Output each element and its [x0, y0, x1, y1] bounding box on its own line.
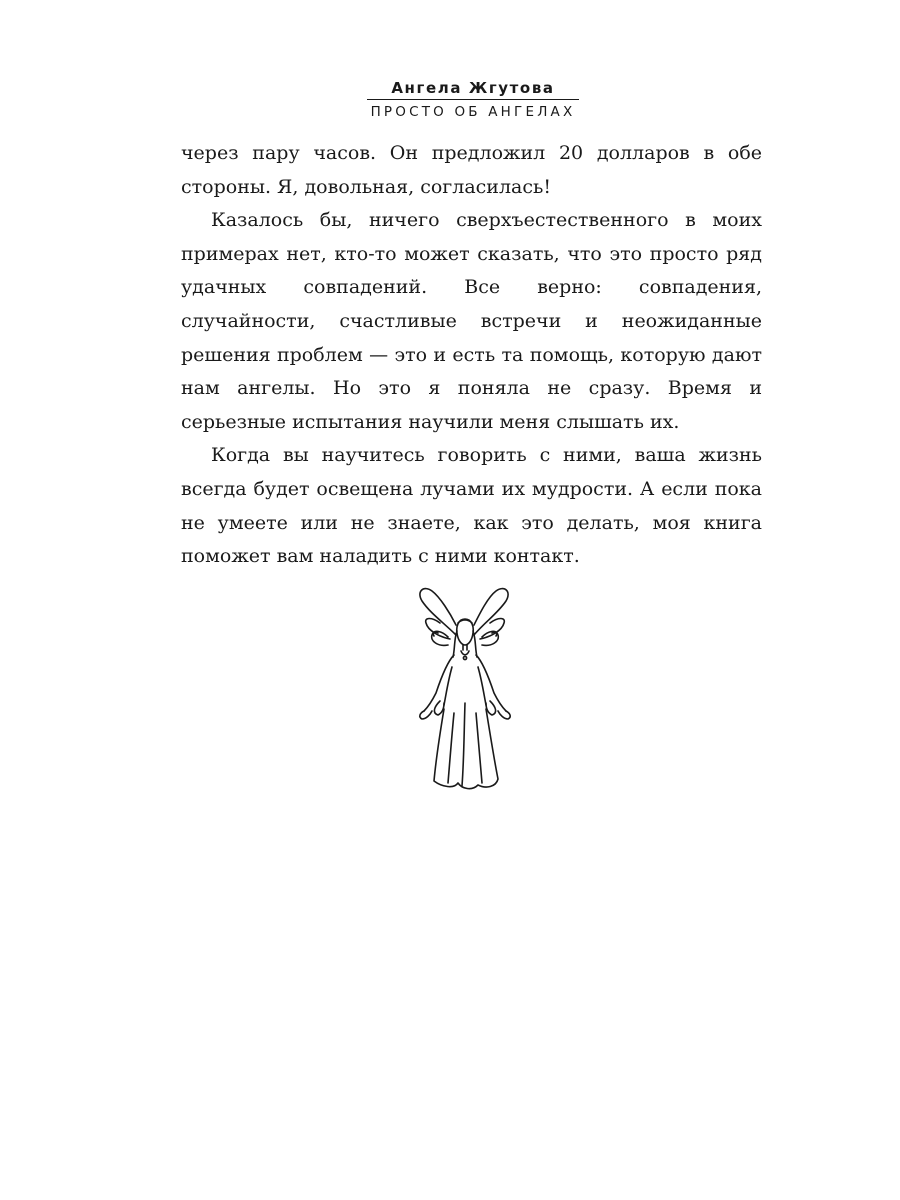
- paragraph-2: Казалось бы, ничего сверхъестественного в моих примерах нет, кто-то может сказать, что это просто ряд удачных совпадений. Все верно: совпадения, случайности, счастливые встречи и неожиданные решения проблем — это и есть та помощь, которую дают нам ангелы. Но это я поняла не сразу. Время и серьезные испытания научили меня слышать их.: [181, 209, 762, 433]
- angel-icon: [410, 583, 520, 798]
- body-text: [181, 137, 762, 574]
- book-title: ПРОСТО ОБ АНГЕЛАХ: [370, 104, 576, 120]
- running-header: [367, 78, 579, 121]
- paragraph-1: через пару часов. Он предложил 20 долларов в обе стороны. Я, довольная, согласилась!: [181, 142, 762, 198]
- author-name: Ангела Жгутова: [391, 79, 555, 97]
- paragraph-3: Когда вы научитесь говорить с ними, ваша жизнь всегда будет освещена лучами их мудрости. А если пока не умеете или не знаете, как это делать, моя книга поможет вам наладить с ними контакт.: [181, 444, 762, 568]
- header-divider: [367, 99, 579, 100]
